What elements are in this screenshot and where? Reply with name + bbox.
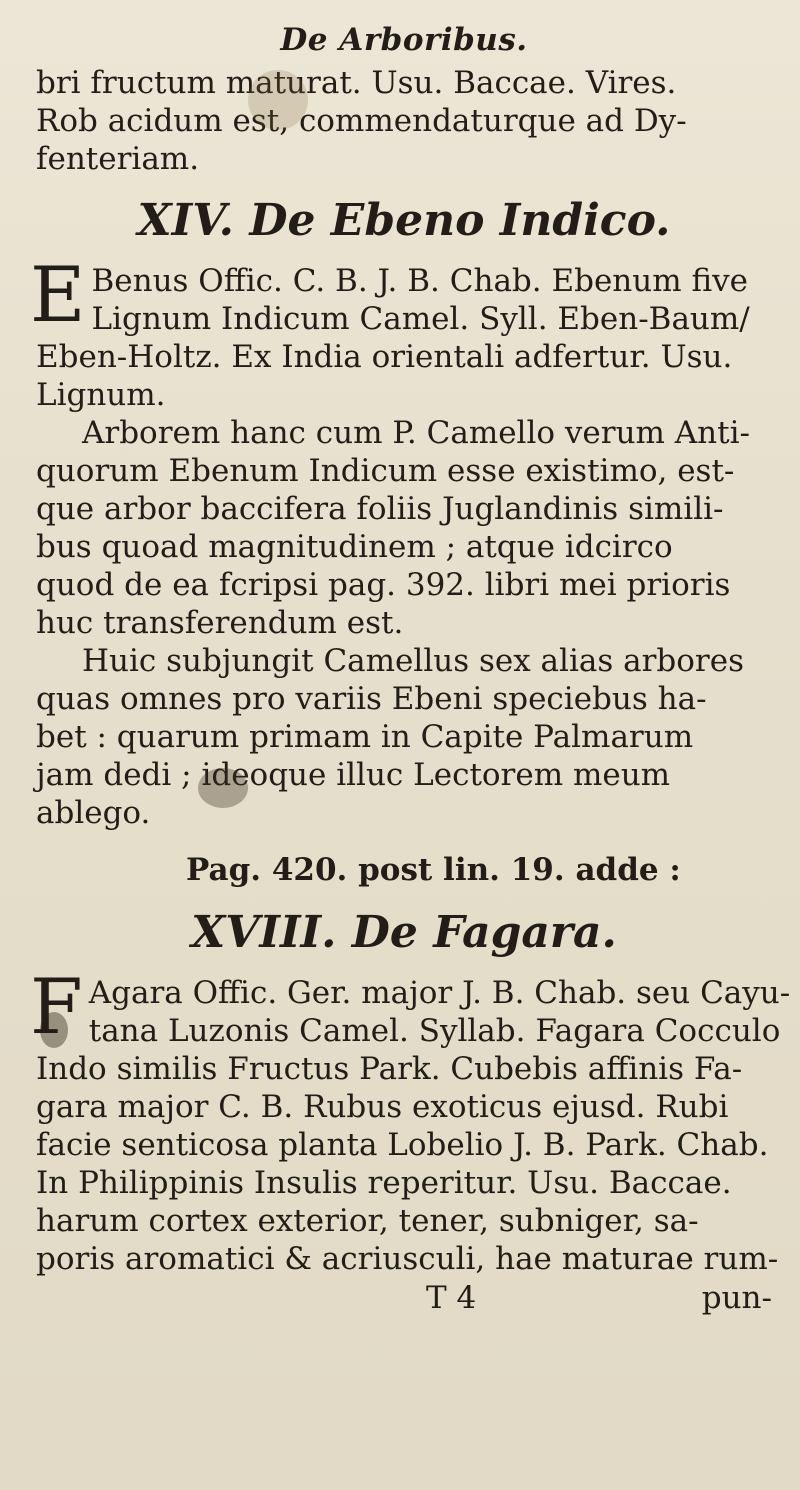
text-line: quod de ea fcripsi pag. 392. libri mei prioris bbox=[36, 567, 731, 603]
paragraph bbox=[36, 642, 772, 832]
text-line: Huic subjungit Camellus sex alias arbores bbox=[82, 643, 744, 679]
text-line: Indo similis Fructus Park. Cubebis affinis Fa- bbox=[36, 1051, 743, 1087]
text-line: Rob acidum est, commendaturque ad Dy- bbox=[36, 103, 687, 139]
text-line: fenteriam. bbox=[36, 141, 200, 177]
signature-mark: T 4 bbox=[426, 1280, 477, 1316]
text-line: bus quoad magnitudinem ; atque idcirco bbox=[36, 529, 673, 565]
text-line: quorum Ebenum Indicum esse existimo, est- bbox=[36, 453, 735, 489]
text-line: gara major C. B. Rubus exoticus ejusd. Rubi bbox=[36, 1089, 729, 1125]
paragraph bbox=[30, 962, 791, 1278]
drop-cap: F bbox=[30, 962, 83, 1051]
text-line: Arborem hanc cum P. Camello verum Anti- bbox=[82, 415, 750, 451]
text-line: Lignum. bbox=[36, 377, 166, 413]
text-line: Agara Offic. Ger. major J. B. Chab. seu Cayu- bbox=[88, 975, 791, 1011]
intro-paragraph bbox=[36, 64, 772, 178]
text-line: huc transferendum est. bbox=[36, 605, 404, 641]
text-line: quas omnes pro variis Ebeni speciebus ha- bbox=[36, 681, 707, 717]
text-line: jam dedi ; ideoque illuc Lectorem meum bbox=[36, 757, 671, 793]
text-line: ablego. bbox=[36, 795, 151, 831]
paragraph bbox=[36, 414, 772, 642]
addendum-note: Pag. 420. post lin. 19. adde : bbox=[186, 852, 681, 888]
running-head: De Arboribus. bbox=[280, 22, 528, 58]
section-heading-xiv: XIV. De Ebeno Indico. bbox=[137, 195, 671, 246]
text-line: tana Luzonis Camel. Syllab. Fagara Cocculo bbox=[88, 1013, 781, 1049]
text-line: bri fructum maturat. Usu. Baccae. Vires. bbox=[36, 65, 677, 101]
text-line: bet : quarum primam in Capite Palmarum bbox=[36, 719, 694, 755]
drop-cap: E bbox=[30, 250, 86, 339]
text-line: Eben-Holtz. Ex India orientali adfertur. Usu. bbox=[36, 339, 733, 375]
text-line: harum cortex exterior, tener, subniger, sa- bbox=[36, 1203, 699, 1239]
ink-stain bbox=[198, 768, 248, 808]
text-line: facie senticosa planta Lobelio J. B. Park. Chab. bbox=[36, 1127, 769, 1163]
text-line: poris aromatici & acriusculi, hae maturae rum- bbox=[36, 1241, 779, 1277]
text-line: Lignum Indicum Camel. Syll. Eben-Baum/ bbox=[91, 301, 750, 337]
page-footer bbox=[36, 1278, 772, 1318]
text-line: In Philippinis Insulis reperitur. Usu. Baccae. bbox=[36, 1165, 732, 1201]
ink-stain bbox=[248, 70, 308, 130]
section-heading-xviii: XVIII. De Fagara. bbox=[191, 907, 617, 958]
catchword: pun- bbox=[701, 1280, 772, 1316]
text-line: Benus Offic. C. B. J. B. Chab. Ebenum five bbox=[91, 263, 749, 299]
text-line: que arbor baccifera foliis Juglandinis simili- bbox=[36, 491, 724, 527]
paragraph bbox=[30, 250, 772, 414]
